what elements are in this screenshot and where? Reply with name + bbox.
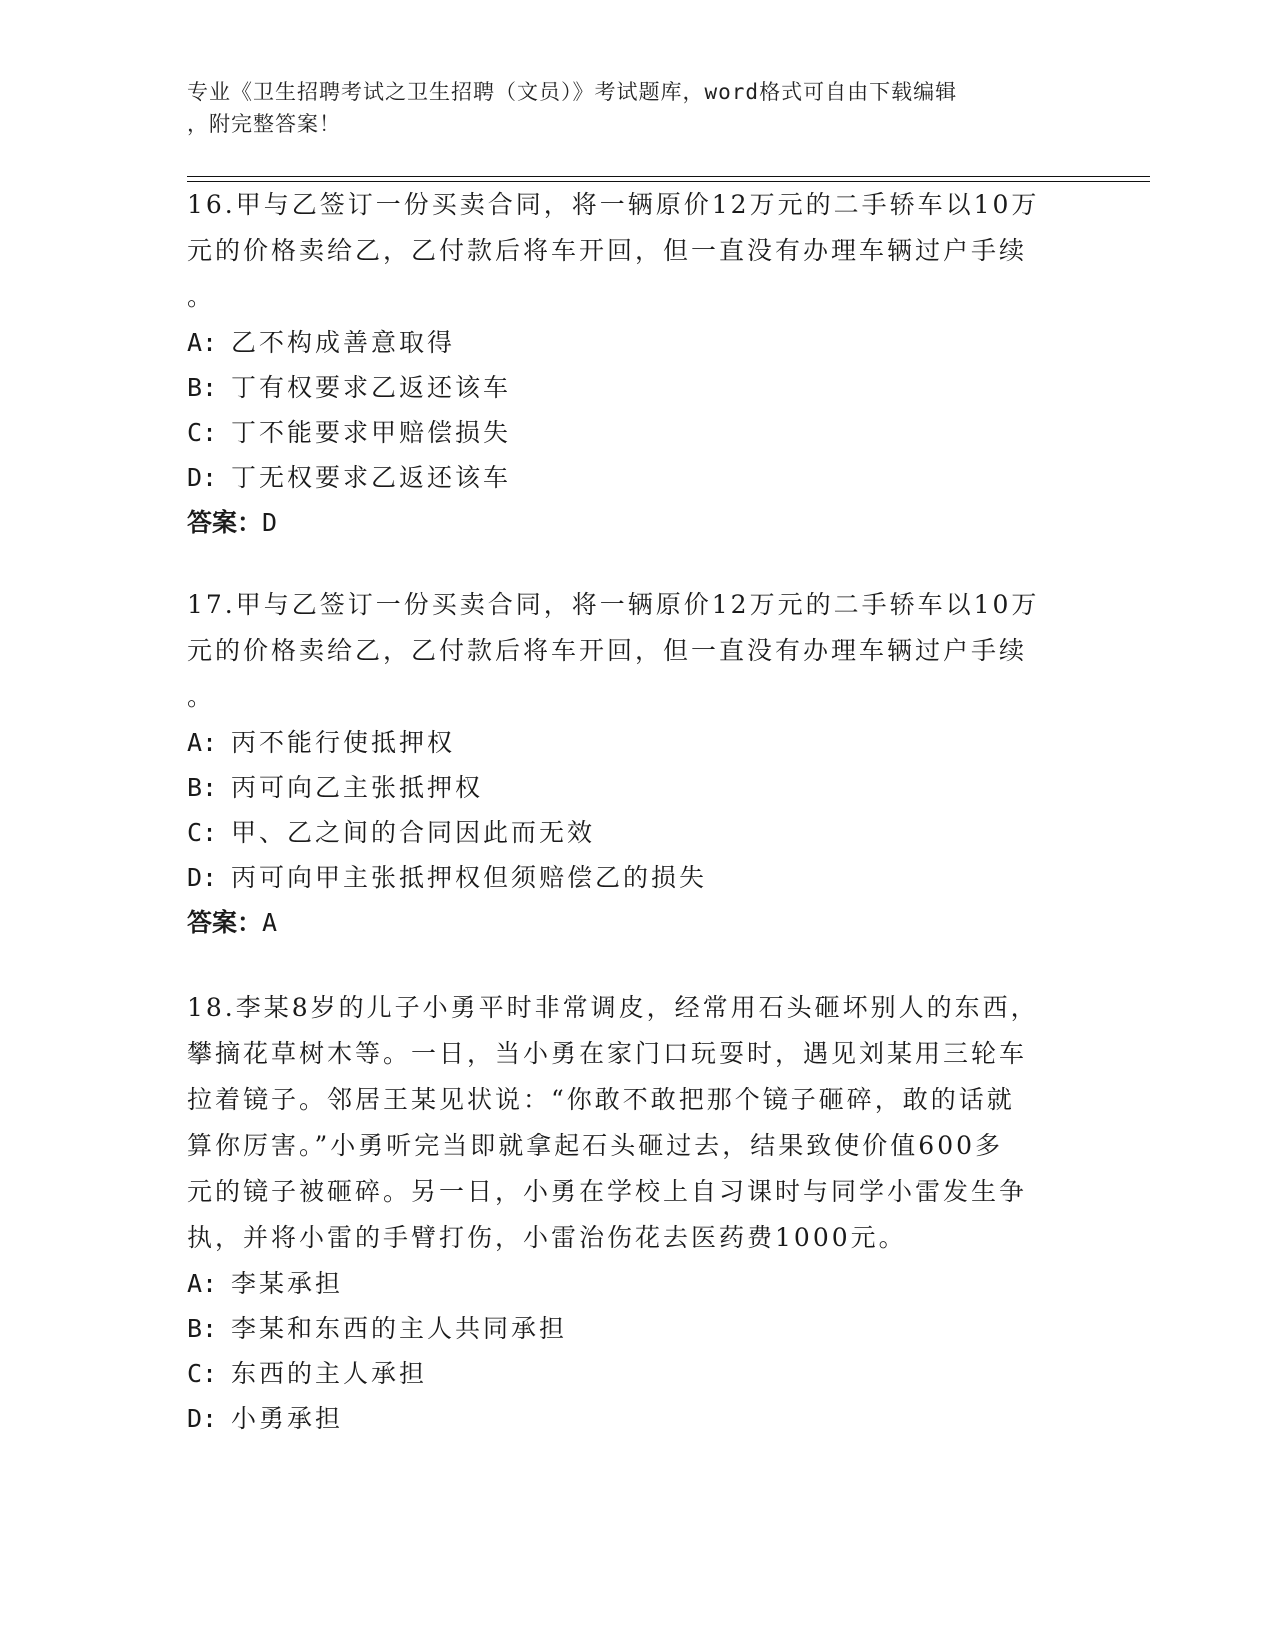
option-a [187, 1261, 1067, 1306]
question-18 [187, 985, 1067, 1441]
question-line: 执，并将小雷的手臂打伤，小雷治伤花去医药费1000元。 [187, 1223, 907, 1252]
option-c [187, 1351, 1067, 1396]
question-line: 攀摘花草树木等。一日，当小勇在家门口玩耍时，遇见刘某用三轮车 [187, 1039, 1028, 1068]
option-letter: D: [187, 463, 218, 492]
option-letter: D: [187, 1404, 218, 1433]
header-divider-top [187, 176, 1150, 177]
question-line: 。 [187, 282, 216, 311]
option-text: 东西的主人承担 [231, 1359, 428, 1388]
option-letter: B: [187, 1314, 218, 1343]
option-text: 李某和东西的主人共同承担 [231, 1314, 568, 1343]
option-letter: B: [187, 373, 218, 402]
question-line: 17.甲与乙签订一份买卖合同，将一辆原价12万元的二手轿车以10万 [187, 590, 1040, 619]
option-d [187, 855, 1067, 900]
option-text: 丙可向乙主张抵押权 [231, 773, 484, 802]
option-letter: B: [187, 773, 218, 802]
answer-line [187, 500, 1067, 546]
answer-label: 答案： [187, 508, 263, 537]
option-d [187, 1396, 1067, 1441]
option-letter: C: [187, 818, 218, 847]
option-text: 丙可向甲主张抵押权但须赔偿乙的损失 [231, 863, 708, 892]
option-text: 小勇承担 [231, 1404, 344, 1433]
question-stem [187, 182, 1067, 320]
header-line-1: 专业《卫生招聘考试之卫生招聘（文员）》考试题库，word格式可自由下载编辑 [187, 80, 958, 104]
question-line: 。 [187, 682, 216, 711]
option-text: 丙不能行使抵押权 [231, 728, 456, 757]
answer-label: 答案： [187, 908, 263, 937]
option-b [187, 1306, 1067, 1351]
option-text: 乙不构成善意取得 [231, 328, 456, 357]
option-d [187, 455, 1067, 500]
option-text: 丁无权要求乙返还该车 [231, 463, 512, 492]
option-letter: D: [187, 863, 218, 892]
option-c [187, 810, 1067, 855]
header-line-2: ，附完整答案！ [187, 112, 341, 136]
question-17 [187, 582, 1067, 946]
question-line: 16.甲与乙签订一份买卖合同，将一辆原价12万元的二手轿车以10万 [187, 190, 1040, 219]
option-text: 李某承担 [231, 1269, 344, 1298]
question-16 [187, 182, 1067, 546]
question-line: 元的价格卖给乙，乙付款后将车开回，但一直没有办理车辆过户手续 [187, 636, 1028, 665]
option-text: 甲、乙之间的合同因此而无效 [231, 818, 596, 847]
option-text: 丁有权要求乙返还该车 [231, 373, 512, 402]
option-letter: A: [187, 1269, 218, 1298]
option-text: 丁不能要求甲赔偿损失 [231, 418, 512, 447]
question-line: 算你厉害。”小勇听完当即就拿起石头砸过去，结果致使价值600多 [187, 1131, 1004, 1160]
question-line: 拉着镜子。邻居王某见状说：“你敢不敢把那个镜子砸碎，敢的话就 [187, 1085, 1015, 1114]
option-a [187, 320, 1067, 365]
question-line: 元的价格卖给乙，乙付款后将车开回，但一直没有办理车辆过户手续 [187, 236, 1028, 265]
question-stem [187, 582, 1067, 720]
option-letter: A: [187, 728, 218, 757]
question-line: 18.李某8岁的儿子小勇平时非常调皮，经常用石头砸坏别人的东西， [187, 993, 1039, 1022]
answer-line [187, 900, 1067, 946]
document-header [187, 76, 1067, 140]
option-letter: A: [187, 328, 218, 357]
answer-value: A [262, 908, 278, 937]
question-stem [187, 985, 1067, 1261]
option-letter: C: [187, 1359, 218, 1388]
option-b [187, 365, 1067, 410]
answer-value: D [262, 508, 278, 537]
option-b [187, 765, 1067, 810]
option-c [187, 410, 1067, 455]
question-line: 元的镜子被砸碎。另一日，小勇在学校上自习课时与同学小雷发生争 [187, 1177, 1028, 1206]
option-a [187, 720, 1067, 765]
option-letter: C: [187, 418, 218, 447]
